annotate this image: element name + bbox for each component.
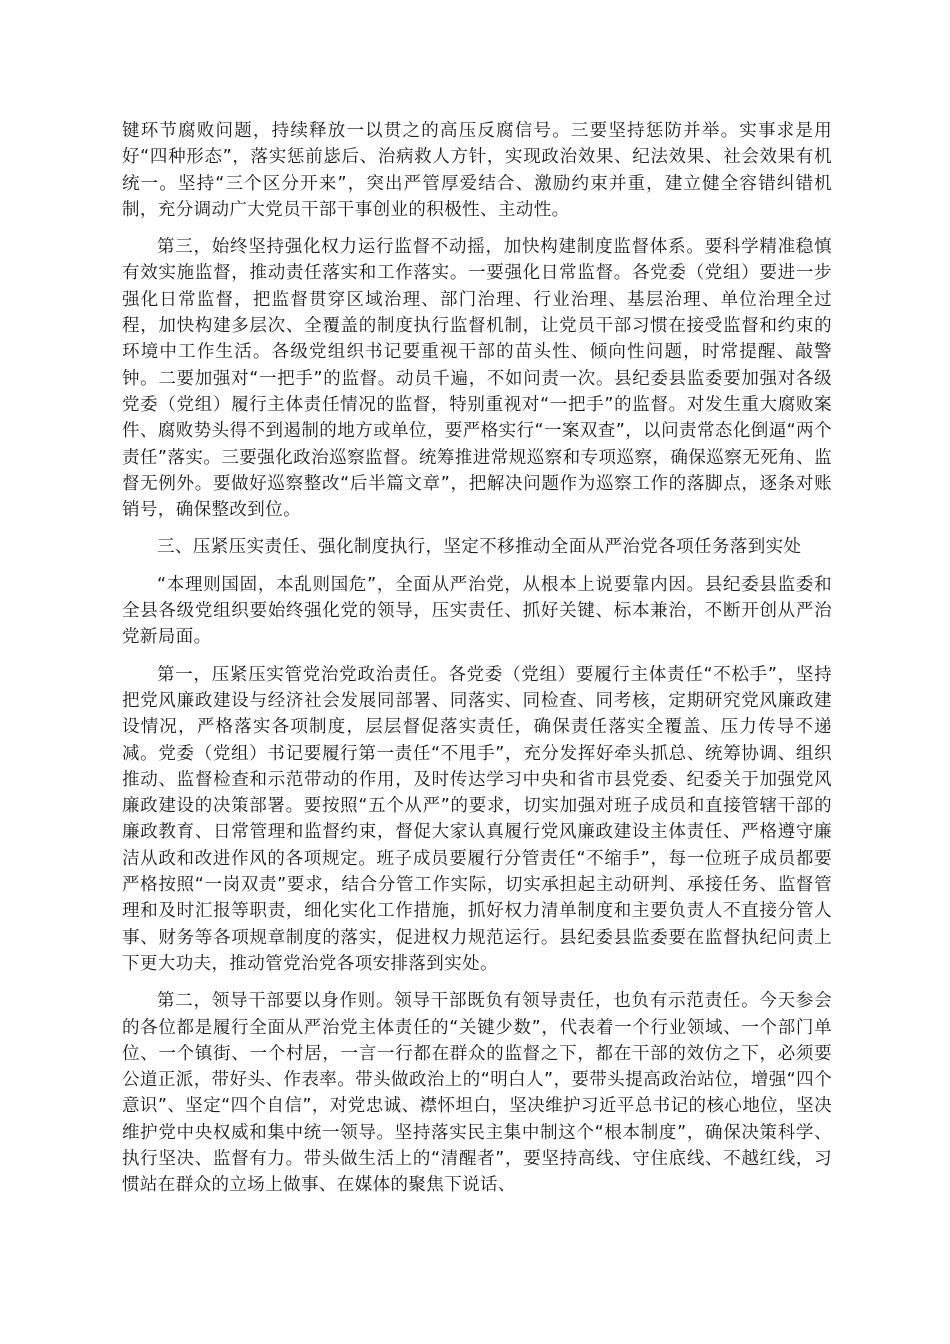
document-page bbox=[122, 118, 832, 1210]
paragraph-point-one-responsibility: 第一，压紧压实管党治党政治责任。各党委（党组）要履行主体责任“不松手”，坚持把党风廉政建设与经济社会发展同部署、同落实、同检查、同考核，定期研究党风廉政建设情况，严格落实各项制度，层层督促落实责任，确保责任落实全覆盖、压力传导不递减。党委（党组）书记要履行第一责任“不甩手”，充分发挥好牵头抓总、统筹协调、组织推动、监督检查和示范带动的作用，及时传达学习中央和省市县党委、纪委关于加强党风廉政建设的决策部署。要按照“五个从严”的要求，切实加强对班子成员和直接管辖干部的廉政教育、日常管理和监督约束，督促大家认真履行党风廉政建设主体责任、严格遵守廉洁从政和改进作风的各项规定。班子成员要履行分管责任“不缩手”，每一位班子成员都要严格按照“一岗双责”要求，结合分管工作实际，切实承担起主动研判、承接任务、监督管理和及时汇报等职责，细化实化工作措施，抓好权力清单制度和主要负责人不直接分管人事、财务等各项规章制度的落实，促进权力规范运行。县纪委县监委要在监督执纪问责上下更大功夫，推动管党治党各项安排落到实处。 bbox=[122, 664, 832, 974]
paragraph-intro-quote: “本理则国固，本乱则国危”，全面从严治党，从根本上说要靠内因。县纪委县监委和全县各级党组织要始终强化党的领导，压实责任、抓好关键、标本兼治，不断开创从严治党新局面。 bbox=[122, 574, 832, 648]
paragraph-point-three-supervision: 第三，始终坚持强化权力运行监督不动摇，加快构建制度监督体系。要科学精准稳慎有效实施监督，推动责任落实和工作落实。一要强化日常监督。各党委（党组）要进一步强化日常监督，把监督贯穿区域治理、部门治理、行业治理、基层治理、单位治理全过程，加快构建多层次、全覆盖的制度执行监督机制，让党员干部习惯在接受监督和约束的环境中工作生活。各级党组织书记要重视干部的苗头性、倾向性问题，时常提醒、敲警钟。二要加强对“一把手”的监督。动员千遍，不如问责一次。县纪委县监委要加强对各级党委（党组）履行主体责任情况的监督，特别重视对“一把手”的监督。对发生重大腐败案件、腐败势头得不到遏制的地方或单位，要严格实行“一案双查”，以问责常态化倒逼“两个责任”落实。三要强化政治巡察监督。统筹推进常规巡察和专项巡察，确保巡察无死角、监督无例外。要做好巡察整改“后半篇文章”，把解决问题作为巡察工作的落脚点，逐条对账销号，确保整改到位。 bbox=[122, 237, 832, 521]
paragraph-point-two-leaders: 第二，领导干部要以身作则。领导干部既负有领导责任，也负有示范责任。今天参会的各位都是履行全面从严治党主体责任的“关键少数”，代表着一个行业领域、一个部门单位、一个镇街、一个村居，一言一行都在群众的监督之下，都在干部的效仿之下，必须要公道正派，带好头、作表率。带头做政治上的“明白人”，要带头提高政治站位，增强“四个意识”、坚定“四个自信”，对党忠诚、襟怀坦白，坚决维护习近平总书记的核心地位，坚决维护党中央权威和集中统一领导。坚持落实民主集中制这个“根本制度”，确保决策科学、执行坚决、监督有力。带头做生活上的“清醒者”，要坚持高线、守住底线、不越红线，习惯站在群众的立场上做事、在媒体的聚焦下说话、 bbox=[122, 991, 832, 1196]
paragraph-continuation: 键环节腐败问题，持续释放一以贯之的高压反腐信号。三要坚持惩防并举。实事求是用好“四种形态”，落实惩前毖后、治病救人方针，实现政治效果、纪法效果、社会效果有机统一。坚持“三个区分开来”，突出严管厚爱结合、激励约束并重，建立健全容错纠错机制，充分调动广大党员干部干事创业的积极性、主动性。 bbox=[122, 121, 832, 220]
section-heading-three: 三、压紧压实责任、强化制度执行，坚定不移推动全面从严治党各项任务落到实处 bbox=[157, 537, 802, 558]
